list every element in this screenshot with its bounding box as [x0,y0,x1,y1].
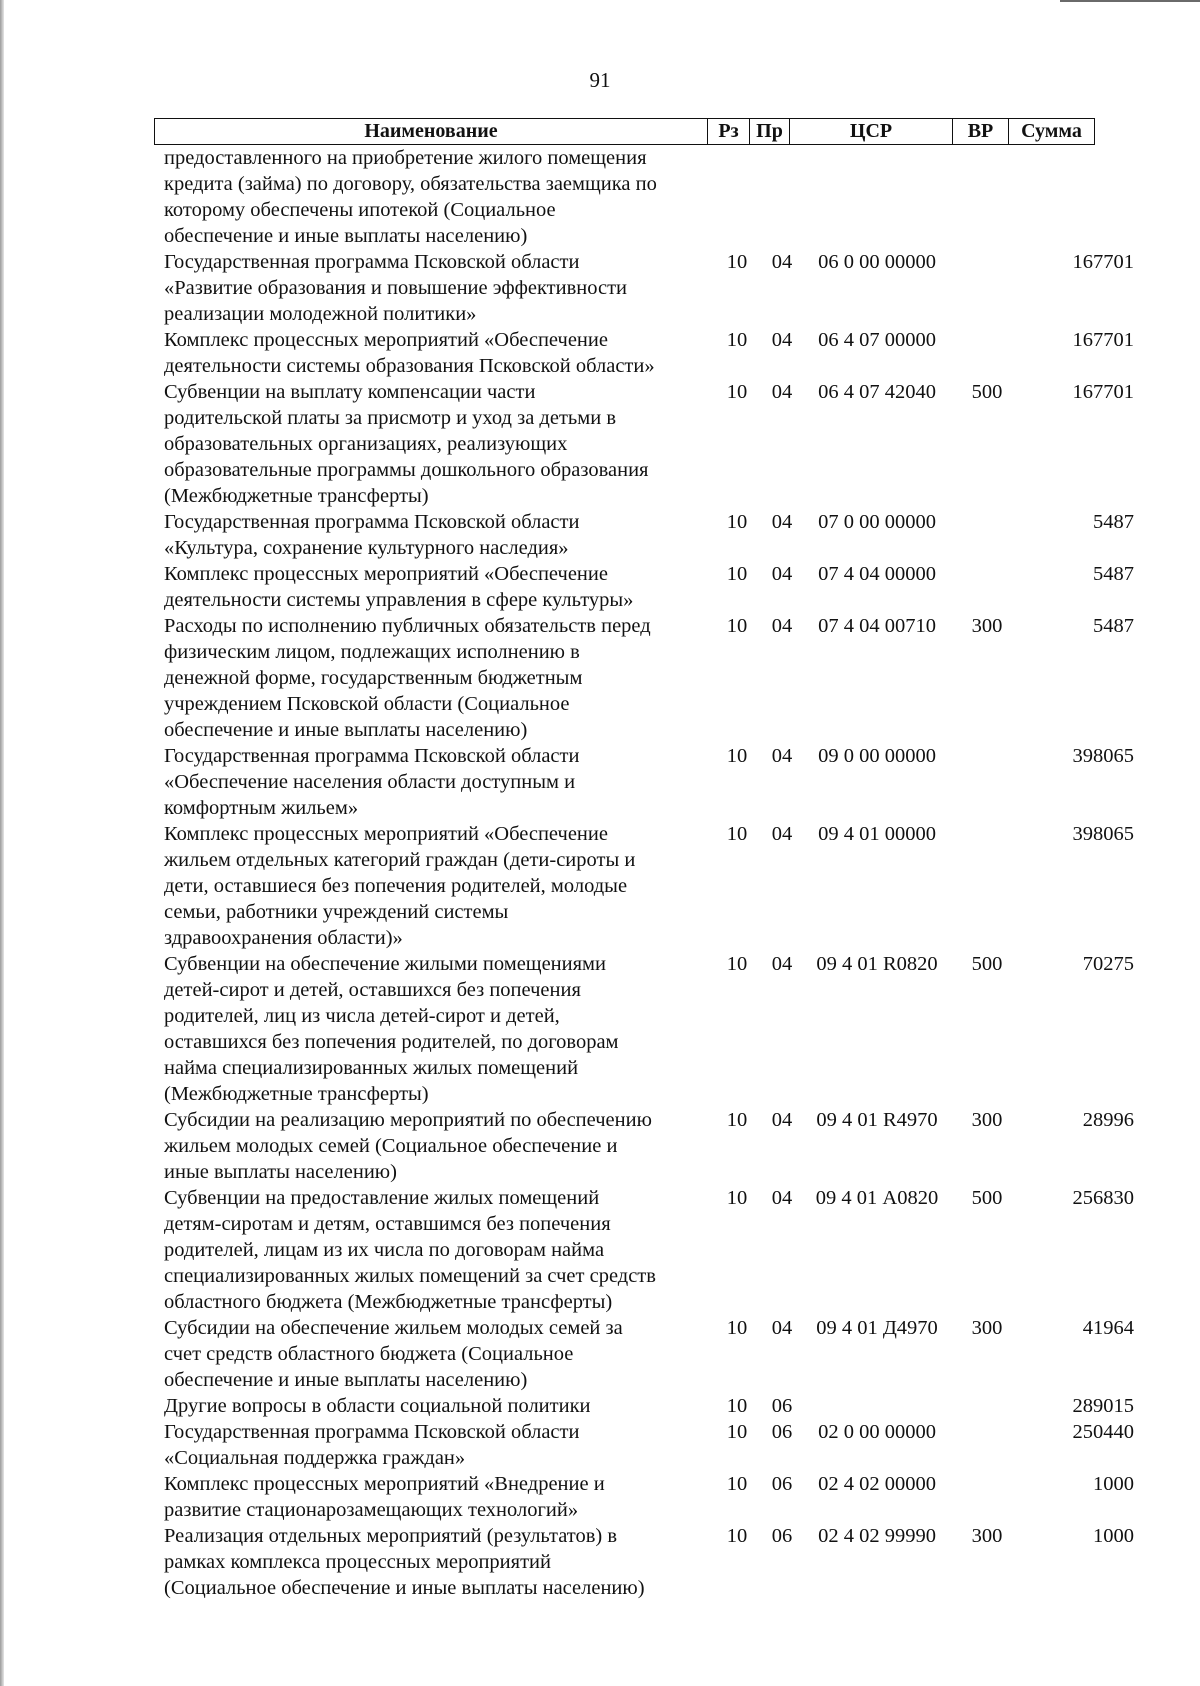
row-name-line: детям-сиротам и детям, оставшимся без попечения [164,1213,611,1235]
row-csr: 09 4 01 00000 [818,823,936,845]
row-csr: 07 4 04 00710 [818,615,936,637]
row-sum: 398065 [1072,745,1134,767]
row-name-line: которому обеспечены ипотекой (Социальное [164,199,556,221]
row-sum: 398065 [1072,823,1134,845]
row-name [164,379,704,509]
row-sum: 167701 [1072,251,1134,273]
row-sum: 289015 [1072,1395,1134,1417]
row-sum: 1000 [1093,1473,1134,1495]
row-name [164,821,704,951]
row-name [164,951,704,1107]
row-name-line: «Обеспечение населения области доступным и [164,771,576,793]
row-pr: 06 [771,1421,793,1443]
row-pr: 06 [771,1395,793,1417]
table-row [164,1419,1134,1471]
row-csr: 06 4 07 42040 [818,381,936,403]
row-rz: 10 [726,511,748,533]
row-name-line: Государственная программа Псковской области [164,745,580,767]
row-name-line: образовательных организациях, реализующих [164,433,568,455]
row-rz: 10 [726,1473,748,1495]
row-name [164,1185,704,1315]
row-sum: 256830 [1072,1187,1134,1209]
table-row [164,561,1134,613]
header-vr: ВР [953,119,1009,145]
row-pr: 04 [771,1109,793,1131]
row-name-line: образовательные программы дошкольного образования [164,459,649,481]
row-csr: 07 0 00 00000 [818,511,936,533]
row-pr: 04 [771,615,793,637]
row-name [164,509,704,561]
row-name-line: Субвенции на обеспечение жилыми помещениями [164,953,606,975]
row-name [164,1315,704,1393]
row-name-line: областного бюджета (Межбюджетные трансферты) [164,1291,613,1313]
row-name-line: Комплекс процессных мероприятий «Обеспечение [164,563,608,585]
table-row [164,379,1134,509]
row-name [164,1107,704,1185]
row-sum: 28996 [1082,1109,1134,1131]
row-name-line: Государственная программа Псковской области [164,511,580,533]
row-csr: 09 4 01 А0820 [815,1187,939,1209]
table-row [164,1185,1134,1315]
row-name [164,743,704,821]
row-vr: 500 [971,381,1003,403]
row-name-line: Комплекс процессных мероприятий «Обеспечение [164,823,608,845]
row-sum: 41964 [1082,1317,1134,1339]
table-row [164,145,1124,249]
table-row [164,1315,1134,1393]
row-name-line: реализации молодежной политики» [164,303,477,325]
table-row [164,327,1134,379]
row-name-line: Расходы по исполнению публичных обязательств перед [164,615,651,637]
table-row [164,743,1134,821]
row-rz: 10 [726,1421,748,1443]
row-vr: 300 [971,1317,1003,1339]
row-rz: 10 [726,1187,748,1209]
row-sum: 167701 [1072,381,1134,403]
row-name [164,145,704,249]
row-name-line: родителей, лицам из их числа по договорам найма [164,1239,605,1261]
row-name-line: рамках комплекса процессных мероприятий [164,1551,551,1573]
row-rz: 10 [726,615,748,637]
row-name-line: родительской платы за присмотр и уход за детьми в [164,407,617,429]
header-csr: ЦСР [790,119,953,145]
row-name-line: дети, оставшиеся без попечения родителей, молодые [164,875,628,897]
row-name-line: иные выплаты населению) [164,1161,397,1183]
row-csr: 09 4 01 R0820 [816,953,938,975]
table-row [164,1523,1134,1601]
row-rz: 10 [726,1395,748,1417]
row-name-line: физическим лицом, подлежащих исполнению в [164,641,580,663]
table-row [164,509,1134,561]
row-csr: 02 0 00 00000 [818,1421,936,1443]
row-name-line: (Социальное обеспечение и иные выплаты населению) [164,1577,645,1599]
row-name-line: найма специализированных жилых помещений [164,1057,579,1079]
row-name-line: (Межбюджетные трансферты) [164,1083,429,1105]
row-name-line: детей-сирот и детей, оставшихся без попечения [164,979,581,1001]
row-name-line: оставшихся без попечения родителей, по договорам [164,1031,619,1053]
row-rz: 10 [726,251,748,273]
row-rz: 10 [726,1317,748,1339]
row-name-line: деятельности системы управления в сфере культуры» [164,589,634,611]
row-sum: 5487 [1093,511,1134,533]
row-csr: 09 4 01 Д4970 [816,1317,938,1339]
row-pr: 04 [771,953,793,975]
header-sum: Сумма [1009,119,1095,145]
row-name-line: семьи, работники учреждений системы [164,901,509,923]
row-sum: 167701 [1072,329,1134,351]
row-name-line: развитие стационарозамещающих технологий» [164,1499,579,1521]
scan-edge-left [0,0,4,1686]
row-name-line: здравоохранения области)» [164,927,403,949]
row-csr: 02 4 02 99990 [818,1525,936,1547]
table-row [164,249,1134,327]
row-name-line: Субвенции на предоставление жилых помещений [164,1187,600,1209]
table-row [164,613,1134,743]
row-name-line: Субсидии на обеспечение жильем молодых семей за [164,1317,623,1339]
row-name-line: специализированных жилых помещений за счет средств [164,1265,656,1287]
row-rz: 10 [726,381,748,403]
row-name-line: предоставленного на приобретение жилого помещения [164,147,647,169]
row-name-line: (Межбюджетные трансферты) [164,485,429,507]
row-vr: 300 [971,1109,1003,1131]
row-pr: 04 [771,329,793,351]
row-pr: 06 [771,1525,793,1547]
row-rz: 10 [726,823,748,845]
row-name-line: жильем молодых семей (Социальное обеспечение и [164,1135,618,1157]
row-pr: 04 [771,1317,793,1339]
row-name-line: денежной форме, государственным бюджетным [164,667,583,689]
scan-edge-right [1060,0,1200,5]
row-name-line: счет средств областного бюджета (Социальное [164,1343,574,1365]
row-name [164,561,704,613]
row-name [164,613,704,743]
row-csr: 06 0 00 00000 [818,251,936,273]
row-name-line: Субсидии на реализацию мероприятий по обеспечению [164,1109,652,1131]
row-vr: 300 [971,1525,1003,1547]
row-name [164,1419,704,1471]
header-name: Наименование [155,119,708,145]
row-name-line: Государственная программа Псковской области [164,251,580,273]
row-pr: 04 [771,823,793,845]
row-pr: 04 [771,745,793,767]
row-name [164,327,704,379]
row-name-line: Комплекс процессных мероприятий «Обеспечение [164,329,608,351]
row-name [164,1393,704,1419]
row-name-line: обеспечение и иные выплаты населению) [164,719,528,741]
table-row [164,951,1134,1107]
row-pr: 04 [771,381,793,403]
header-rz: Рз [708,119,750,145]
table-row [164,1471,1134,1523]
row-vr: 300 [971,615,1003,637]
row-name-line: Субвенции на выплату компенсации части [164,381,536,403]
row-name [164,1523,704,1601]
row-name-line: «Развитие образования и повышение эффективности [164,277,628,299]
row-csr: 02 4 02 00000 [818,1473,936,1495]
row-name-line: родителей, лиц из числа детей-сирот и детей, [164,1005,560,1027]
row-name-line: Комплекс процессных мероприятий «Внедрение и [164,1473,605,1495]
table-row [164,821,1134,951]
row-rz: 10 [726,329,748,351]
row-name-line: учреждением Псковской области (Социальное [164,693,570,715]
row-sum: 5487 [1093,615,1134,637]
row-csr: 06 4 07 00000 [818,329,936,351]
row-name-line: комфортным жильем» [164,797,359,819]
row-rz: 10 [726,1525,748,1547]
row-rz: 10 [726,1109,748,1131]
row-csr: 09 0 00 00000 [818,745,936,767]
row-csr: 09 4 01 R4970 [816,1109,938,1131]
row-sum: 70275 [1082,953,1134,975]
row-rz: 10 [726,745,748,767]
row-name-line: Реализация отдельных мероприятий (результатов) в [164,1525,618,1547]
row-name [164,249,704,327]
row-sum: 5487 [1093,563,1134,585]
table-row [164,1107,1134,1185]
table-row [164,1393,1134,1419]
row-vr: 500 [971,1187,1003,1209]
row-name-line: Другие вопросы в области социальной политики [164,1395,591,1417]
row-pr: 06 [771,1473,793,1495]
header-pr: Пр [750,119,790,145]
row-name-line: обеспечение и иные выплаты населению) [164,225,528,247]
row-name-line: обеспечение и иные выплаты населению) [164,1369,528,1391]
row-vr: 500 [971,953,1003,975]
row-name-line: «Социальная поддержка граждан» [164,1447,466,1469]
row-csr: 07 4 04 00000 [818,563,936,585]
row-pr: 04 [771,1187,793,1209]
row-rz: 10 [726,563,748,585]
row-rz: 10 [726,953,748,975]
row-name-line: деятельности системы образования Псковской области» [164,355,655,377]
row-name [164,1471,704,1523]
table-header [154,118,1095,145]
page-number: 91 [589,68,611,92]
row-name-line: жильем отдельных категорий граждан (дети-сироты и [164,849,636,871]
table-body [164,145,1134,1601]
row-pr: 04 [771,563,793,585]
row-sum: 250440 [1072,1421,1134,1443]
row-sum: 1000 [1093,1525,1134,1547]
row-name-line: Государственная программа Псковской области [164,1421,580,1443]
row-pr: 04 [771,511,793,533]
row-pr: 04 [771,251,793,273]
row-name-line: кредита (займа) по договору, обязательства заемщика по [164,173,657,195]
row-name-line: «Культура, сохранение культурного наследия» [164,537,569,559]
